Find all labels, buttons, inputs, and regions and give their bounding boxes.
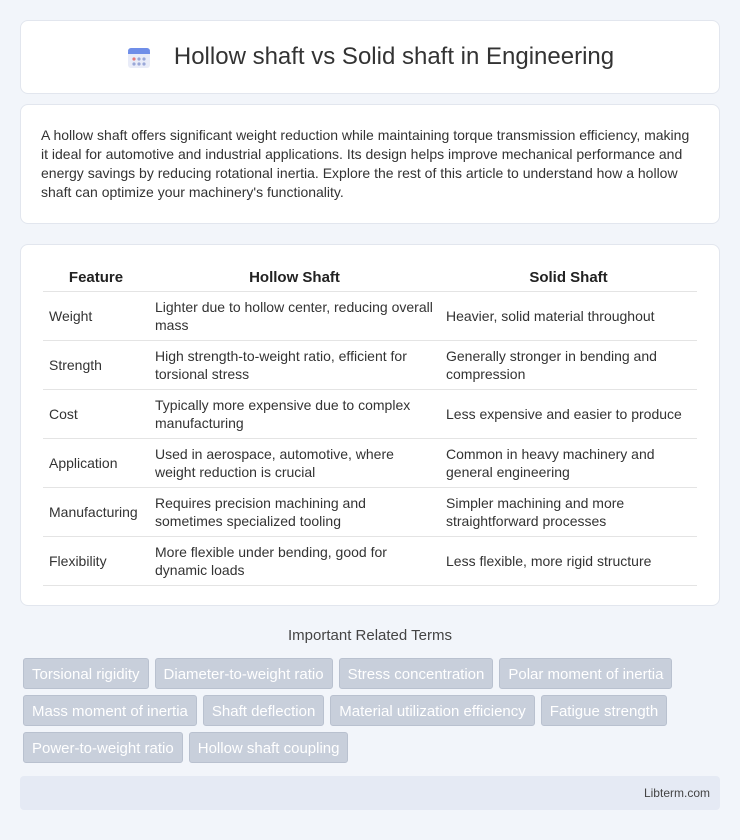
related-term-tag[interactable]: Shaft deflection [203, 695, 324, 726]
cell-feature: Cost [43, 389, 149, 438]
cell-feature: Strength [43, 340, 149, 389]
cell-feature: Manufacturing [43, 487, 149, 536]
cell-solid: Less expensive and easier to produce [440, 389, 697, 438]
cell-hollow: Typically more expensive due to complex manufacturing [149, 389, 440, 438]
cell-solid: Heavier, solid material throughout [440, 291, 697, 340]
table-row [43, 536, 697, 585]
related-term-tag[interactable]: Material utilization efficiency [330, 695, 534, 726]
cell-hollow: Requires precision machining and sometimes specialized tooling [149, 487, 440, 536]
footer-brand[interactable]: Libterm.com [643, 786, 710, 800]
cell-hollow: High strength-to-weight ratio, efficient for torsional stress [149, 340, 440, 389]
intro-card [20, 104, 720, 224]
comparison-table [43, 265, 697, 586]
related-terms-title: Important Related Terms [288, 627, 452, 644]
header-feature: Feature [43, 265, 149, 291]
related-term-tag[interactable]: Power-to-weight ratio [23, 732, 183, 763]
cell-hollow: Used in aerospace, automotive, where weight reduction is crucial [149, 438, 440, 487]
table-row [43, 389, 697, 438]
header-solid-shaft: Solid Shaft [440, 265, 697, 291]
cell-feature: Flexibility [43, 536, 149, 585]
cell-solid: Simpler machining and more straightforward processes [440, 487, 697, 536]
comparison-table-card [20, 244, 720, 606]
page-title: Hollow shaft vs Solid shaft in Engineering [173, 43, 615, 70]
related-term-tag[interactable]: Mass moment of inertia [23, 695, 197, 726]
title-card [20, 20, 720, 94]
intro-text: A hollow shaft offers significant weight reduction while maintaining torque transmission efficiency, making it ideal for automotive and industrial applications. Its design helps improve mechanical performance and energy savings by reducing rotational inertia. Explore the rest of this article to understand how a hollow shaft can optimize your machinery's functionality. [41, 127, 690, 200]
header-hollow-shaft: Hollow Shaft [149, 265, 440, 291]
table-row [43, 291, 697, 340]
cell-feature: Application [43, 438, 149, 487]
table-row [43, 438, 697, 487]
table-row [43, 340, 697, 389]
related-term-tag[interactable]: Stress concentration [339, 658, 494, 689]
cell-solid: Common in heavy machinery and general engineering [440, 438, 697, 487]
cell-feature: Weight [43, 291, 149, 340]
footer [20, 776, 720, 810]
cell-solid: Generally stronger in bending and compression [440, 340, 697, 389]
related-term-tag[interactable]: Diameter-to-weight ratio [155, 658, 333, 689]
cell-solid: Less flexible, more rigid structure [440, 536, 697, 585]
related-term-tag[interactable]: Hollow shaft coupling [189, 732, 349, 763]
related-term-tag[interactable]: Torsional rigidity [23, 658, 149, 689]
table-row [43, 487, 697, 536]
related-term-tag[interactable]: Fatigue strength [541, 695, 667, 726]
table-header-row [43, 265, 697, 291]
calendar-icon [126, 44, 152, 70]
related-terms-list [23, 658, 723, 763]
related-term-tag[interactable]: Polar moment of inertia [499, 658, 672, 689]
cell-hollow: More flexible under bending, good for dynamic loads [149, 536, 440, 585]
cell-hollow: Lighter due to hollow center, reducing overall mass [149, 291, 440, 340]
